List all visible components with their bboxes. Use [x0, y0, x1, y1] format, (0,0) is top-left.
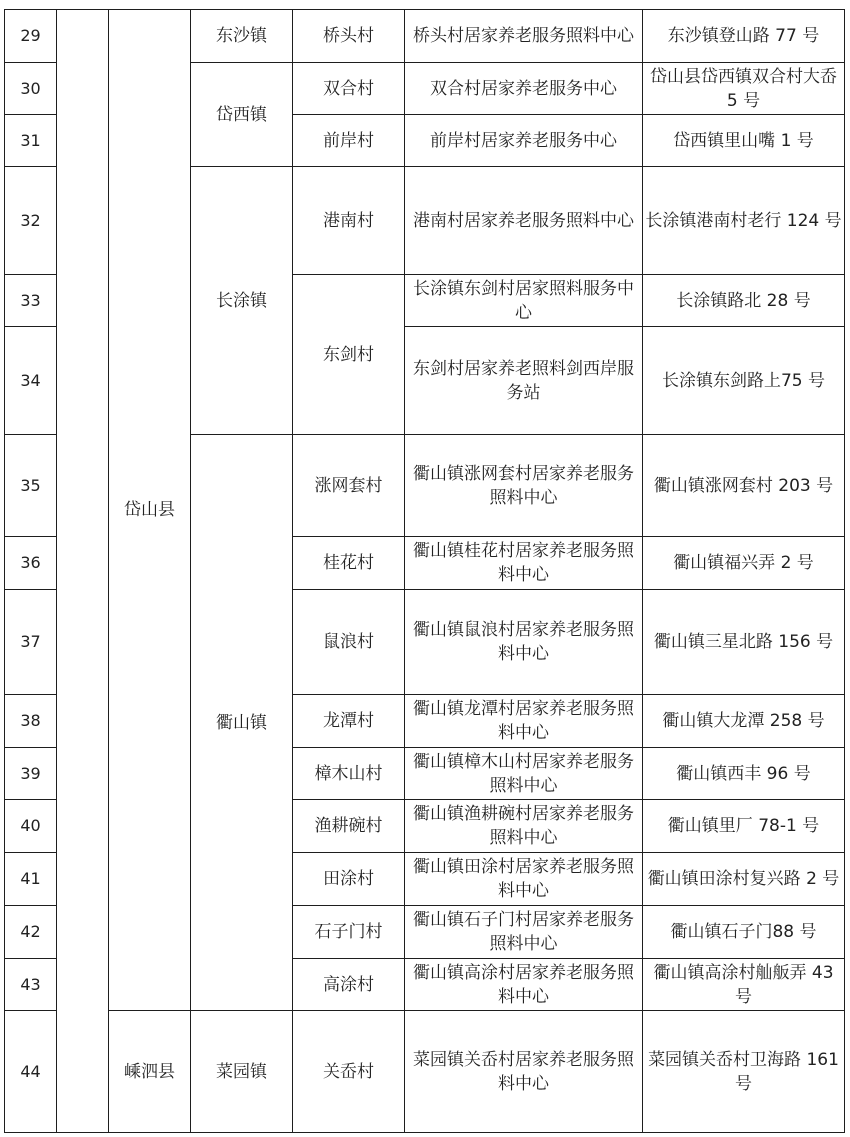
village-cell: 樟木山村 [293, 748, 405, 800]
village-cell: 渔耕碗村 [293, 800, 405, 853]
village-cell: 涨网套村 [293, 435, 405, 537]
center-name-cell: 衢山镇渔耕碗村居家养老服务照料中心 [405, 800, 643, 853]
town-cell: 长涂镇 [191, 167, 293, 435]
row-number: 36 [5, 537, 57, 590]
address-cell: 衢山镇福兴弄 2 号 [643, 537, 845, 590]
row-number: 31 [5, 115, 57, 167]
row-number: 34 [5, 327, 57, 435]
village-cell: 关岙村 [293, 1011, 405, 1133]
center-name-cell: 衢山镇高涂村居家养老服务照料中心 [405, 959, 643, 1011]
village-cell: 田涂村 [293, 853, 405, 906]
center-name-cell: 衢山镇桂花村居家养老服务照料中心 [405, 537, 643, 590]
row-number: 32 [5, 167, 57, 275]
address-cell: 长涂镇路北 28 号 [643, 275, 845, 327]
address-cell: 衢山镇里厂 78-1 号 [643, 800, 845, 853]
address-cell: 衢山镇三星北路 156 号 [643, 590, 845, 695]
row-number: 35 [5, 435, 57, 537]
address-cell: 菜园镇关岙村卫海路 161 号 [643, 1011, 845, 1133]
row-number: 41 [5, 853, 57, 906]
row-number: 39 [5, 748, 57, 800]
village-cell: 港南村 [293, 167, 405, 275]
village-cell: 前岸村 [293, 115, 405, 167]
table-row [5, 10, 845, 63]
address-cell: 岱西镇里山嘴 1 号 [643, 115, 845, 167]
address-cell: 长涂镇港南村老行 124 号 [643, 167, 845, 275]
row-number: 43 [5, 959, 57, 1011]
address-cell: 岱山县岱西镇双合村大岙 5 号 [643, 63, 845, 115]
row-number: 29 [5, 10, 57, 63]
address-cell: 衢山镇石子门88 号 [643, 906, 845, 959]
center-name-cell: 港南村居家养老服务照料中心 [405, 167, 643, 275]
town-cell: 岱西镇 [191, 63, 293, 167]
center-name-cell: 桥头村居家养老服务照料中心 [405, 10, 643, 63]
center-name-cell: 菜园镇关岙村居家养老服务照料中心 [405, 1011, 643, 1133]
center-name-cell: 衢山镇龙潭村居家养老服务照料中心 [405, 695, 643, 748]
address-cell: 衢山镇大龙潭 258 号 [643, 695, 845, 748]
village-cell: 东剑村 [293, 275, 405, 435]
address-cell: 衢山镇涨网套村 203 号 [643, 435, 845, 537]
county-cell: 嵊泗县 [109, 1011, 191, 1133]
center-name-cell: 衢山镇涨网套村居家养老服务照料中心 [405, 435, 643, 537]
village-cell: 鼠浪村 [293, 590, 405, 695]
center-name-cell: 衢山镇石子门村居家养老服务照料中心 [405, 906, 643, 959]
address-cell: 长涂镇东剑路上75 号 [643, 327, 845, 435]
center-name-cell: 衢山镇樟木山村居家养老服务照料中心 [405, 748, 643, 800]
village-cell: 龙潭村 [293, 695, 405, 748]
row-number: 38 [5, 695, 57, 748]
county-cell: 岱山县 [109, 10, 191, 1011]
village-cell: 石子门村 [293, 906, 405, 959]
village-cell: 高涂村 [293, 959, 405, 1011]
table-row [5, 1011, 845, 1133]
village-cell: 桥头村 [293, 10, 405, 63]
town-cell: 衢山镇 [191, 435, 293, 1011]
address-cell: 衢山镇西丰 96 号 [643, 748, 845, 800]
row-number: 40 [5, 800, 57, 853]
address-cell: 衢山镇田涂村复兴路 2 号 [643, 853, 845, 906]
center-name-cell: 双合村居家养老服务中心 [405, 63, 643, 115]
care-center-table [4, 9, 845, 1133]
center-name-cell: 东剑村居家养老照料剑西岸服务站 [405, 327, 643, 435]
address-cell: 东沙镇登山路 77 号 [643, 10, 845, 63]
center-name-cell: 衢山镇田涂村居家养老服务照料中心 [405, 853, 643, 906]
town-cell: 菜园镇 [191, 1011, 293, 1133]
row-number: 42 [5, 906, 57, 959]
town-cell: 东沙镇 [191, 10, 293, 63]
village-cell: 桂花村 [293, 537, 405, 590]
village-cell: 双合村 [293, 63, 405, 115]
center-name-cell: 前岸村居家养老服务中心 [405, 115, 643, 167]
center-name-cell: 长涂镇东剑村居家照料服务中心 [405, 275, 643, 327]
address-cell: 衢山镇高涂村舢舨弄 43 号 [643, 959, 845, 1011]
row-number: 37 [5, 590, 57, 695]
row-number: 44 [5, 1011, 57, 1133]
row-number: 33 [5, 275, 57, 327]
center-name-cell: 衢山镇鼠浪村居家养老服务照料中心 [405, 590, 643, 695]
row-number: 30 [5, 63, 57, 115]
blank-city-cell [57, 10, 109, 1133]
